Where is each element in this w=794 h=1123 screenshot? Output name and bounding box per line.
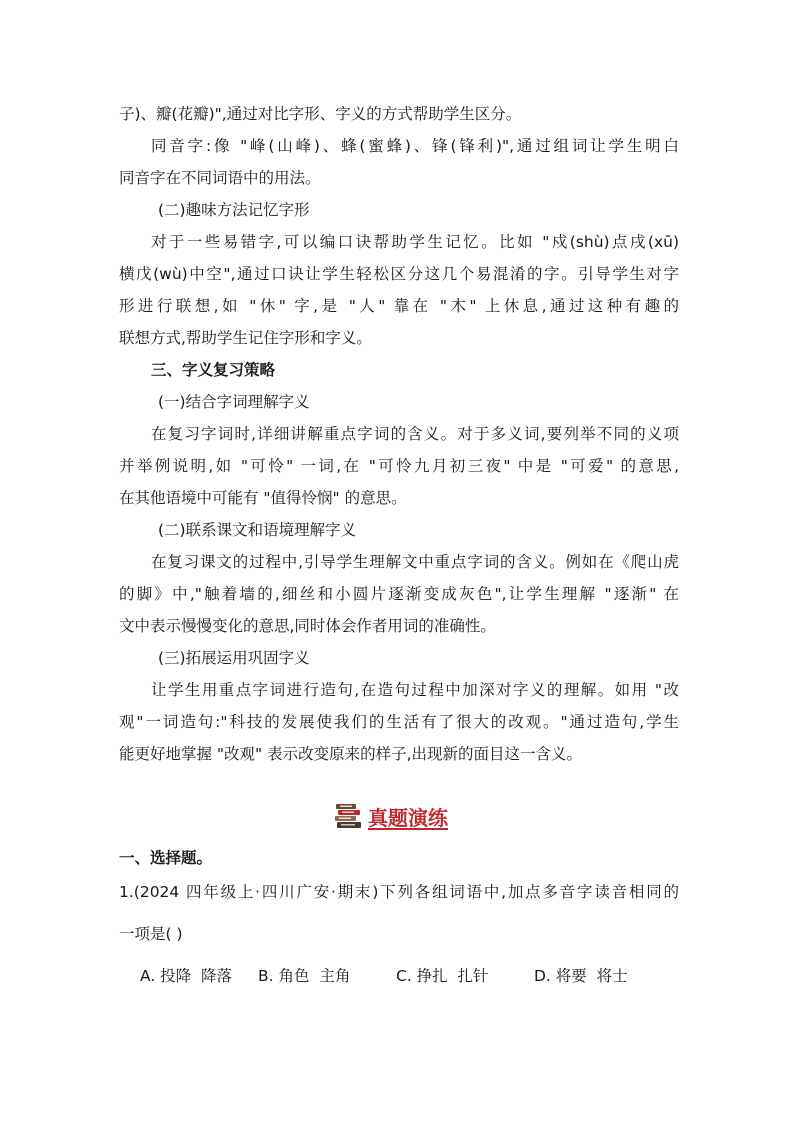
- paragraph-line: 在复习字词时,详细讲解重点字词的含义。对于多义词,要列举不同的义项: [151, 425, 679, 443]
- option-b[interactable]: B. 角色 主角: [258, 967, 351, 985]
- paragraph-line: 对于一些易错字,可以编口诀帮助学生记忆。比如 "戍(shù)点戌(xū): [151, 233, 679, 251]
- books-icon: [334, 803, 364, 829]
- paragraph-line: 并举例说明,如 "可怜" 一词,在 "可怜九月初三夜" 中是 "可爱" 的意思,: [119, 457, 679, 475]
- paragraph-line: 的脚》中,"触着墙的,细丝和小圆片逐渐变成灰色",让学生理解 "逐渐" 在: [119, 585, 679, 603]
- subsection-title: (一)结合字词理解字义: [158, 393, 310, 411]
- question-part-title: 一、选择题。: [119, 849, 213, 867]
- paragraph-line: 让学生用重点字词进行造句,在造句过程中加深对字义的理解。如用 "改: [151, 681, 679, 699]
- subsection-title: (二)联系课文和语境理解字义: [158, 521, 357, 539]
- paragraph-line: 同音字:像 "峰(山峰)、蜂(蜜蜂)、锋(锋利)",通过组词让学生明白: [151, 137, 679, 155]
- paragraph-line: 观"一词造句:"科技的发展使我们的生活有了很大的改观。"通过造句,学生: [119, 713, 679, 731]
- paragraph-line: 在其他语境中可能有 "值得怜悯" 的意思。: [119, 489, 407, 507]
- option-d[interactable]: D. 将要 将士: [534, 967, 628, 985]
- practice-title-text: 真题演练: [368, 805, 448, 830]
- practice-section-title: [334, 801, 464, 831]
- paragraph-line: 文中表示慢慢变化的意思,同时体会作者用词的准确性。: [119, 617, 496, 635]
- section-heading: 三、字义复习策略: [151, 361, 276, 379]
- paragraph-line: 子)、瓣(花瓣)",通过对比字形、字义的方式帮助学生区分。: [119, 105, 522, 123]
- paragraph-line: 能更好地掌握 "改观" 表示改变原来的样子,出现新的面目这一含义。: [119, 745, 583, 763]
- paragraph-line: 联想方式,帮助学生记住字形和字义。: [119, 329, 372, 347]
- option-a[interactable]: A. 投降 降落: [140, 967, 233, 985]
- answer-options: [140, 966, 628, 986]
- question-text: 一项是( ): [119, 925, 183, 943]
- option-c[interactable]: C. 挣扎 扎针: [396, 967, 489, 985]
- paragraph-line: 同音字在不同词语中的用法。: [119, 169, 321, 187]
- paragraph-line: 横戊(wù)中空",通过口诀让学生轻松区分这几个易混淆的字。引导学生对字: [119, 265, 679, 283]
- question-text: 1.(2024 四年级上·四川广安·期末)下列各组词语中,加点多音字读音相同的: [119, 883, 679, 901]
- subsection-title: (二)趣味方法记忆字形: [158, 201, 310, 219]
- paragraph-line: 在复习课文的过程中,引导学生理解文中重点字词的含义。例如在《爬山虎: [151, 553, 679, 571]
- paragraph-line: 形进行联想,如 "休" 字,是 "人" 靠在 "木" 上休息,通过这种有趣的: [119, 297, 679, 315]
- subsection-title: (三)拓展运用巩固字义: [158, 649, 310, 667]
